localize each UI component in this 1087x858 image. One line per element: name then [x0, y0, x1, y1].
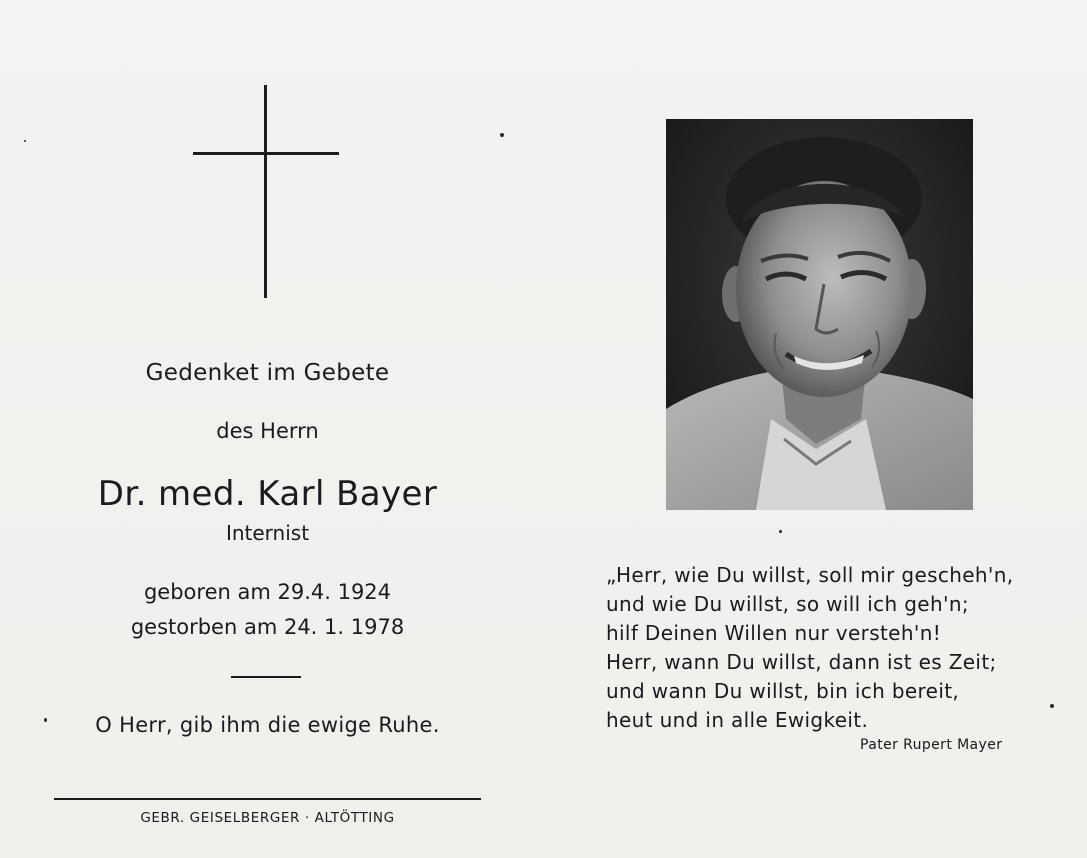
print-speck	[500, 133, 504, 137]
left-panel	[0, 0, 535, 858]
death-date-line: gestorben am 24. 1. 1978	[130, 615, 405, 639]
portrait-photo	[666, 119, 973, 510]
birth-date-line: geboren am 29.4. 1924	[143, 580, 392, 604]
poem-line: und wie Du willst, so will ich geh'n;	[606, 592, 969, 616]
poem-line: heut und in alle Ewigkeit.	[606, 708, 869, 732]
cross-icon	[264, 85, 267, 298]
divider-long	[54, 798, 481, 800]
poem-line: „Herr, wie Du willst, soll mir gescheh'n,	[606, 563, 1014, 587]
deceased-name: Dr. med. Karl Bayer	[97, 474, 438, 514]
intro-text: Gedenket im Gebete	[145, 360, 390, 386]
poem-line: und wann Du willst, bin ich bereit,	[606, 679, 960, 703]
poem	[606, 561, 1086, 735]
printer-credit: GEBR. GEISELBERGER · ALTÖTTING	[140, 810, 395, 826]
divider-short	[231, 676, 301, 678]
print-speck	[24, 140, 26, 142]
right-panel	[535, 0, 1087, 858]
prayer-line: O Herr, gib ihm die ewige Ruhe.	[95, 713, 440, 737]
cross-icon-bar	[193, 152, 339, 155]
print-speck	[779, 530, 782, 533]
title-line: des Herrn	[216, 419, 319, 443]
poem-line: Herr, wann Du willst, dann ist es Zeit;	[606, 650, 997, 674]
profession: Internist	[225, 521, 310, 545]
poem-line: hilf Deinen Willen nur versteh'n!	[606, 621, 942, 645]
print-speck	[1050, 704, 1054, 708]
poem-attribution: Pater Rupert Mayer	[860, 737, 1003, 753]
print-speck	[44, 718, 47, 722]
